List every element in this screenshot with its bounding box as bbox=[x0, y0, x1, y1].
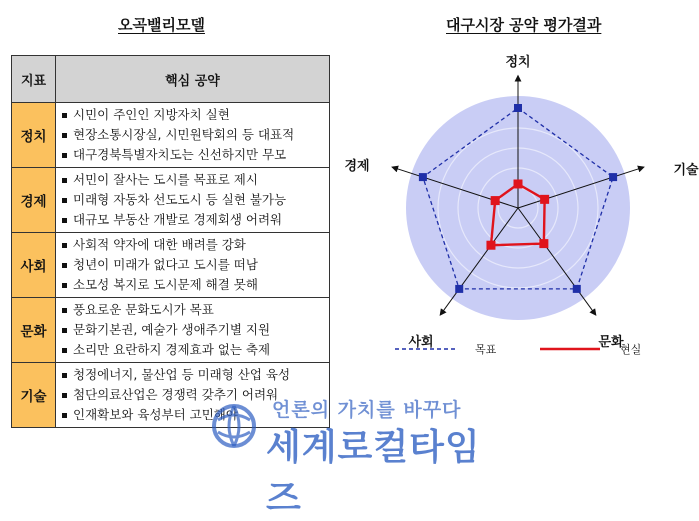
table-row bbox=[12, 168, 330, 233]
pledge-item: 풍요로운 문화도시가 목표 bbox=[60, 300, 327, 320]
indicator-cell: 문화 bbox=[12, 298, 56, 363]
pledge-table bbox=[11, 55, 330, 428]
watermark-slogan: 언론의 가치를 바꾸다 bbox=[272, 399, 462, 421]
pledge-item: 소모성 복지로 도시문제 해결 못해 bbox=[60, 275, 327, 295]
data-point-1-3 bbox=[486, 241, 495, 250]
legend-label-1: 현실 bbox=[620, 343, 642, 356]
axis-label-3: 사회 bbox=[408, 335, 434, 350]
data-point-0-1 bbox=[609, 173, 617, 181]
table-row bbox=[12, 298, 330, 363]
points-cell bbox=[56, 168, 330, 233]
data-point-0-4 bbox=[419, 173, 427, 181]
indicator-cell: 사회 bbox=[12, 233, 56, 298]
radar-chart bbox=[335, 50, 699, 390]
pledge-item: 대구경북특별자치도는 신선하지만 무모 bbox=[60, 145, 327, 165]
data-point-1-1 bbox=[540, 195, 549, 204]
table-row bbox=[12, 103, 330, 168]
data-point-1-4 bbox=[491, 196, 500, 205]
points-cell bbox=[56, 233, 330, 298]
pledge-item: 청년이 미래가 없다고 도시를 떠남 bbox=[60, 255, 327, 275]
points-cell bbox=[56, 103, 330, 168]
pledge-item: 소리만 요란하지 경제효과 없는 축제 bbox=[60, 340, 327, 360]
legend-label-0: 목표 bbox=[475, 343, 497, 356]
data-point-0-2 bbox=[573, 285, 581, 293]
pledge-item: 대규모 부동산 개발로 경제회생 어려워 bbox=[60, 210, 327, 230]
axis-label-4: 경제 bbox=[344, 159, 370, 174]
axis-label-2: 문화 bbox=[598, 335, 624, 350]
pledge-item: 문화기본권, 예술가 생애주기별 지원 bbox=[60, 320, 327, 340]
pledge-item: 서민이 잘사는 도시를 목표로 제시 bbox=[60, 170, 327, 190]
indicator-cell: 경제 bbox=[12, 168, 56, 233]
pledge-item: 미래형 자동차 선도도시 등 실현 불가능 bbox=[60, 190, 327, 210]
indicator-cell: 정치 bbox=[12, 103, 56, 168]
pledge-item: 현장소통시장실, 시민원탁회의 등 대표적 bbox=[60, 125, 327, 145]
chart-title: 대구시장 공약 평가결과 bbox=[446, 16, 602, 34]
globe-logo-icon bbox=[210, 402, 258, 450]
axis-label-0: 정치 bbox=[505, 55, 531, 70]
data-point-0-0 bbox=[514, 104, 522, 112]
pledge-item: 시민이 주인인 지방자치 실현 bbox=[60, 105, 327, 125]
watermark-name: 세계로컬타임즈 bbox=[266, 427, 481, 519]
indicator-header: 지표 bbox=[12, 56, 56, 103]
indicator-cell: 기술 bbox=[12, 363, 56, 428]
watermark bbox=[210, 392, 510, 519]
pledge-item: 첨단의료산업은 경쟁력 갖추기 어려워 bbox=[60, 385, 327, 405]
data-point-1-2 bbox=[539, 239, 548, 248]
table-row bbox=[12, 233, 330, 298]
data-point-1-0 bbox=[514, 180, 523, 189]
data-point-0-3 bbox=[455, 285, 463, 293]
pledge-item: 인재확보와 육성부터 고민해야 bbox=[60, 405, 327, 425]
axis-label-1: 기술 bbox=[673, 163, 699, 178]
pledge-item: 청정에너지, 물산업 등 미래형 산업 육성 bbox=[60, 365, 327, 385]
left-title: 오곡밸리모델 bbox=[118, 16, 205, 34]
points-cell bbox=[56, 298, 330, 363]
table-header-row bbox=[12, 56, 330, 103]
pledge-item: 사회적 약자에 대한 배려를 강화 bbox=[60, 235, 327, 255]
pledges-header: 핵심 공약 bbox=[56, 56, 330, 103]
